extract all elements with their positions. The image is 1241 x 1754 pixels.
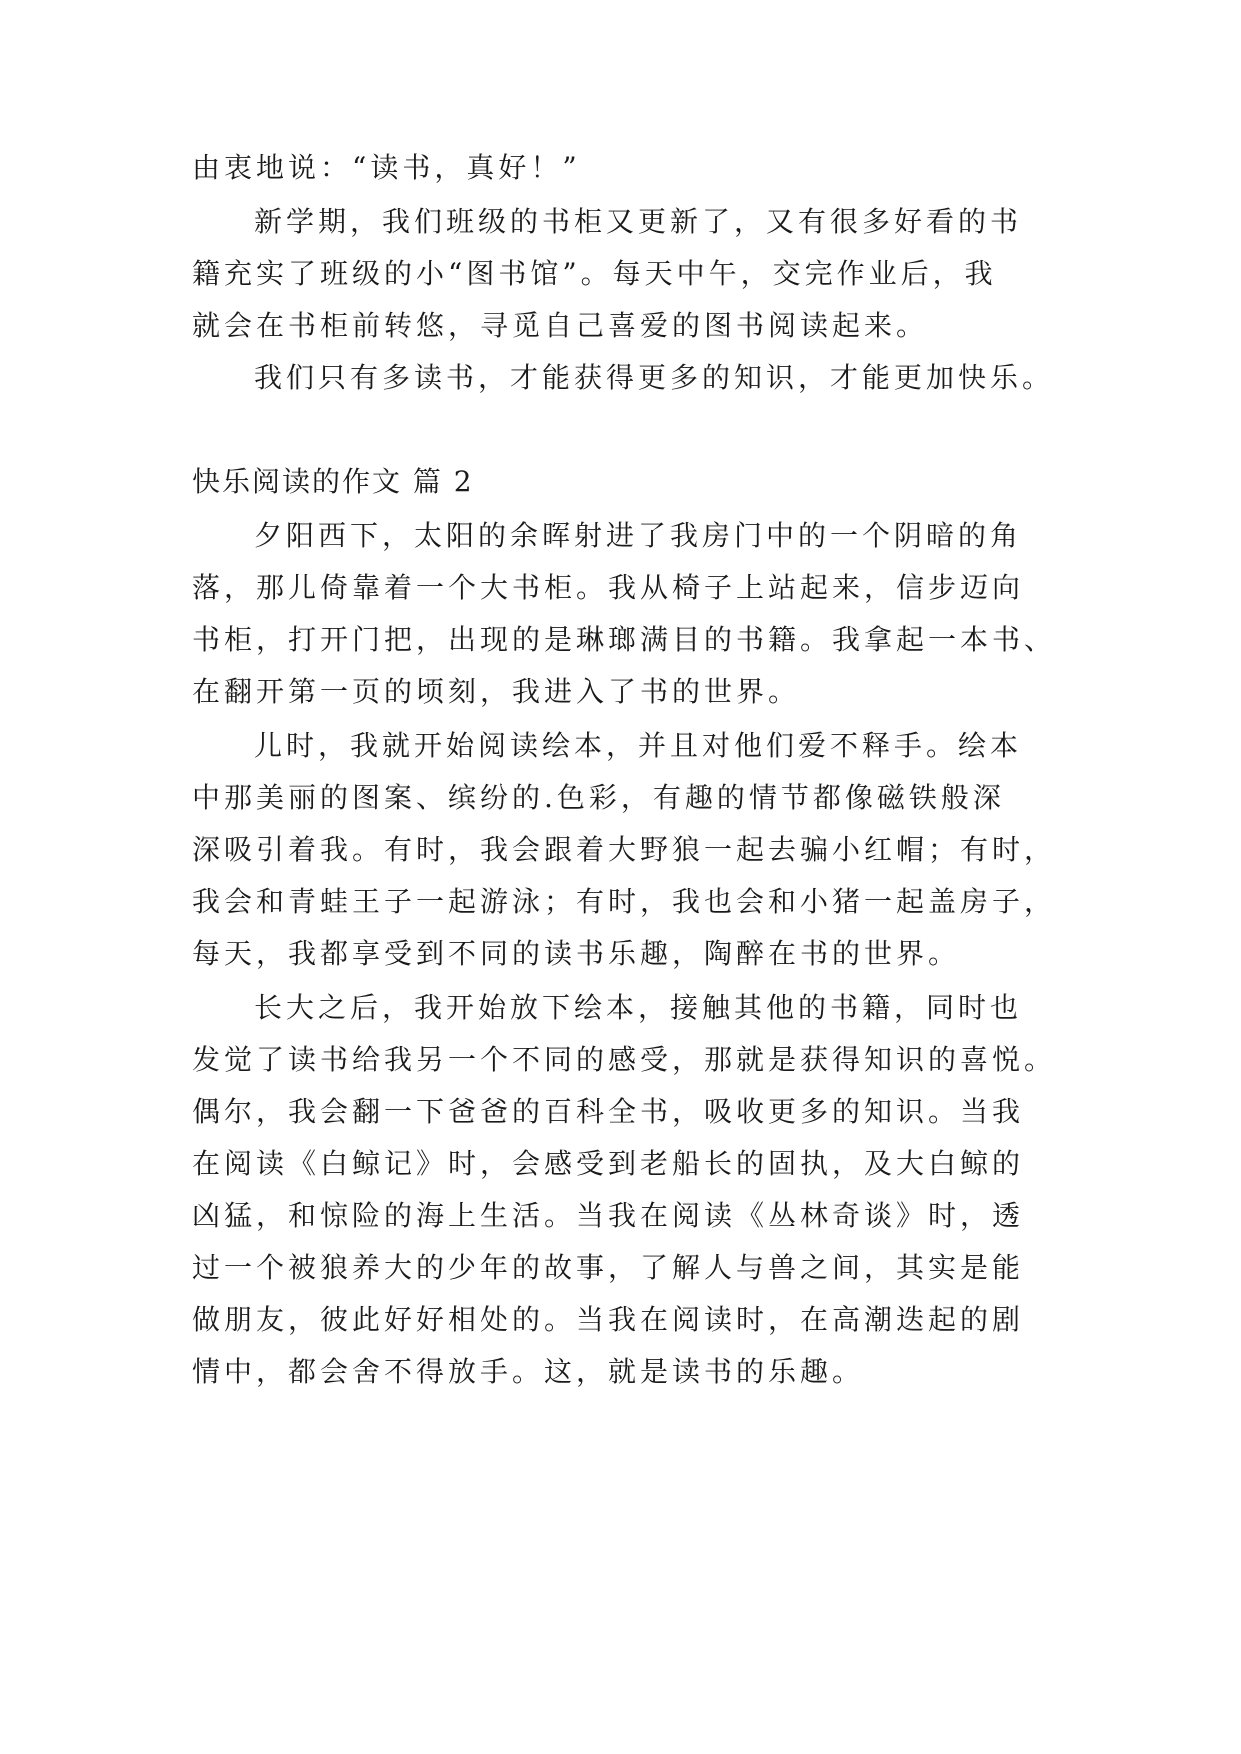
text-line: 新学期，我们班级的书柜又更新了，又有很多好看的书 [254, 205, 1023, 238]
text-line: 凶猛，和惊险的海上生活。当我在阅读《丛林奇谈》时，透 [192, 1199, 1025, 1232]
text-line: 我会和青蛙王子一起游泳；有时，我也会和小猪一起盖房子， [192, 885, 1057, 918]
text-line: 由衷地说：“读书，真好！” [192, 151, 581, 184]
text-line: 籍充实了班级的小“图书馆”。每天中午，交完作业后，我 [192, 257, 997, 290]
text-line: 每天，我都享受到不同的读书乐趣，陶醉在书的世界。 [192, 937, 961, 970]
text-line: 长大之后，我开始放下绘本，接触其他的书籍，同时也 [254, 991, 1023, 1024]
text-line: 落，那儿倚靠着一个大书柜。我从椅子上站起来，信步迈向 [192, 571, 1025, 604]
text-line: 在翻开第一页的顷刻，我进入了书的世界。 [192, 675, 801, 708]
text-line: 就会在书柜前转悠，寻觅自己喜爱的图书阅读起来。 [192, 309, 929, 342]
text-line: 过一个被狼养大的少年的故事，了解人与兽之间，其实是能 [192, 1251, 1025, 1284]
text-line: 情中，都会舍不得放手。这，就是读书的乐趣。 [192, 1355, 865, 1388]
text-line: 在阅读《白鲸记》时，会感受到老船长的固执，及大白鲸的 [192, 1147, 1025, 1180]
text-line: 做朋友，彼此好好相处的。当我在阅读时，在高潮迭起的剧 [192, 1303, 1025, 1336]
text-line: 发觉了读书给我另一个不同的感受，那就是获得知识的喜悦。 [192, 1043, 1057, 1076]
text-line: 夕阳西下，太阳的余晖射进了我房门中的一个阴暗的角 [254, 519, 1023, 552]
text-line: 书柜，打开门把，出现的是琳瑯满目的书籍。我拿起一本书、 [192, 623, 1057, 656]
text-line: 偶尔，我会翻一下爸爸的百科全书，吸收更多的知识。当我 [192, 1095, 1025, 1128]
text-line: 深吸引着我。有时，我会跟着大野狼一起去骗小红帽；有时， [192, 833, 1057, 866]
text-line: 中那美丽的图案、缤纷的.色彩，有趣的情节都像磁铁般深 [192, 781, 1005, 814]
text-line: 我们只有多读书，才能获得更多的知识，才能更加快乐。 [254, 361, 1055, 394]
text-line: 儿时，我就开始阅读绘本，并且对他们爱不释手。绘本 [254, 729, 1023, 762]
section-heading: 快乐阅读的作文 篇 2 [192, 465, 474, 498]
